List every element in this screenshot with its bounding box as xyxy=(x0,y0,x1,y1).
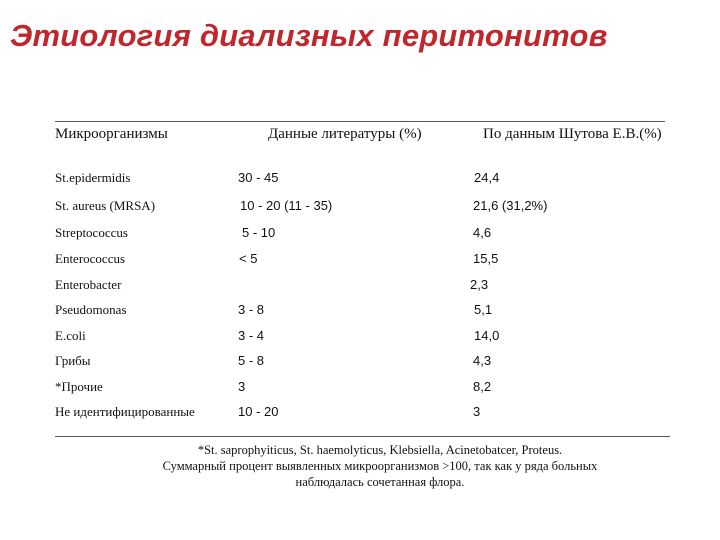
shutov-value-cell: 3 xyxy=(473,404,481,419)
organism-cell: St.epidermidis xyxy=(55,170,131,185)
table-row xyxy=(0,170,720,192)
organism-cell: Enterobacter xyxy=(55,277,122,292)
organism-cell: St. aureus (MRSA) xyxy=(55,198,156,213)
organism-cell: E.coli xyxy=(55,328,86,343)
organism-cell: Enterococcus xyxy=(55,251,126,266)
table-row xyxy=(0,328,720,350)
table-row xyxy=(0,225,720,247)
shutov-value-cell: 15,5 xyxy=(473,251,499,266)
shutov-value-cell: 5,1 xyxy=(474,302,493,317)
literature-value-cell: < 5 xyxy=(239,251,258,266)
shutov-value-cell: 8,2 xyxy=(473,379,492,394)
organism-cell: Pseudomonas xyxy=(55,302,127,317)
shutov-value-cell: 4,6 xyxy=(473,225,492,240)
table-row xyxy=(0,198,720,220)
literature-value-cell: 5 - 8 xyxy=(238,353,265,368)
column-header-organisms: Микроорганизмы xyxy=(55,126,168,142)
table-row xyxy=(0,251,720,273)
table-row xyxy=(0,404,720,426)
organism-cell: *Прочие xyxy=(55,379,103,394)
column-header-shutov: По данным Шутова Е.В.(%) xyxy=(483,126,662,142)
footnote-line-1: *St. saprophyiticus, St. haemolyticus, Klebsiella, Acinetobatcer, Proteus. xyxy=(197,443,563,457)
footnote-line-3: наблюдалась сочетанная флора. xyxy=(295,475,465,489)
table-row xyxy=(0,277,720,299)
literature-value-cell: 30 - 45 xyxy=(238,170,279,185)
literature-value-cell: 3 - 4 xyxy=(238,328,265,343)
table-row xyxy=(0,353,720,375)
footnote xyxy=(100,442,660,490)
organism-cell: Не идентифицированные xyxy=(55,404,195,419)
literature-value-cell: 3 - 8 xyxy=(238,302,265,317)
literature-value-cell: 10 - 20 xyxy=(238,404,279,419)
literature-value-cell: 5 - 10 xyxy=(242,225,276,240)
shutov-value-cell: 14,0 xyxy=(474,328,500,343)
footnote-line-2: Суммарный процент выявленных микроорганизмов >100, так как у ряда больных xyxy=(162,459,598,473)
page-title: Этиология диализных перитонитов xyxy=(10,18,608,53)
shutov-value-cell: 2,3 xyxy=(470,277,489,292)
table-row xyxy=(0,379,720,401)
table-top-rule xyxy=(55,121,665,122)
column-header-literature: Данные литературы (%) xyxy=(268,126,422,142)
literature-value-cell: 3 xyxy=(238,379,246,394)
shutov-value-cell: 24,4 xyxy=(474,170,500,185)
organism-cell: Грибы xyxy=(55,353,91,368)
shutov-value-cell: 4,3 xyxy=(473,353,492,368)
organism-cell: Streptococcus xyxy=(55,225,128,240)
literature-value-cell: 10 - 20 (11 - 35) xyxy=(240,198,333,213)
shutov-value-cell: 21,6 (31,2%) xyxy=(473,198,548,213)
table-bottom-rule xyxy=(55,436,670,437)
table-row xyxy=(0,302,720,324)
